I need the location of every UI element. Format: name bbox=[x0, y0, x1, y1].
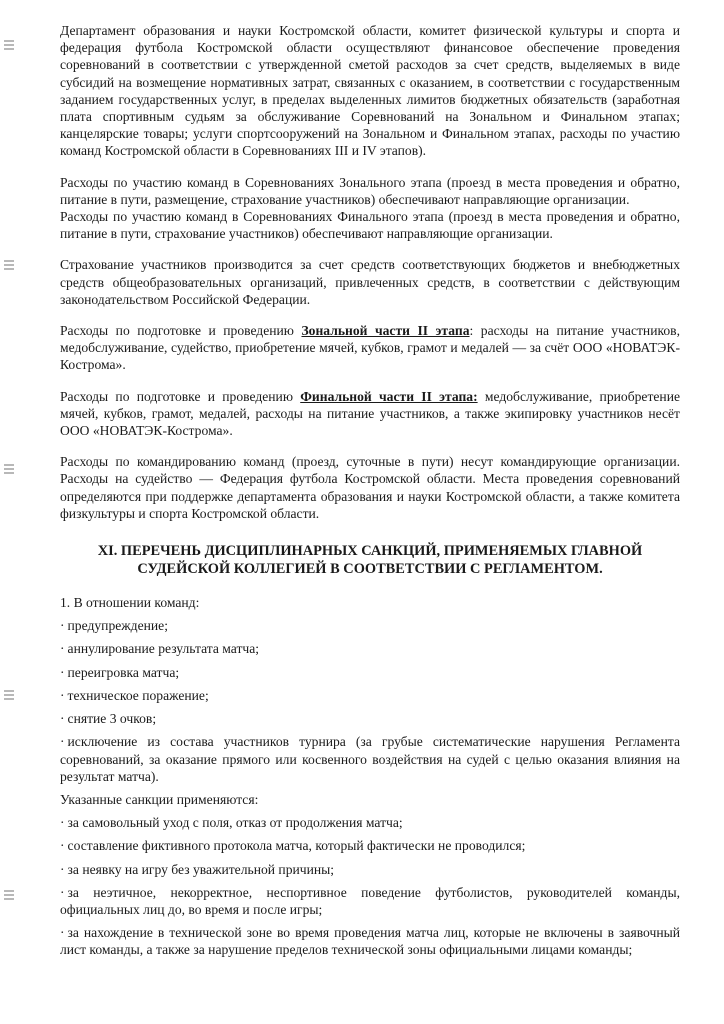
scan-mark bbox=[4, 462, 14, 484]
list-item-text: составление фиктивного протокола матча, который фактически не проводился; bbox=[67, 838, 526, 854]
list-item-text: за неэтичное, некорректное, неспортивное поведение футболистов, руководителей команды, официальных лиц до, во время и после игры; bbox=[60, 884, 680, 917]
list-item-text: переигровка матча; bbox=[67, 664, 180, 680]
bullet: · bbox=[60, 711, 65, 727]
bullet: · bbox=[60, 861, 65, 877]
zonal-part-paragraph bbox=[60, 322, 680, 374]
list-item-text: предупреждение; bbox=[67, 618, 168, 634]
bullet: · bbox=[60, 925, 65, 941]
bullet: · bbox=[60, 664, 65, 680]
scan-mark bbox=[4, 688, 14, 710]
zonal-part-prefix: Расходы по подготовке и проведению bbox=[60, 323, 302, 339]
list-item bbox=[60, 617, 680, 634]
sanctions-list bbox=[60, 617, 680, 785]
list-item-text: техническое поражение; bbox=[67, 687, 209, 703]
zonal-part-bold: Зональной части II этапа bbox=[301, 323, 470, 339]
list-item bbox=[60, 837, 680, 854]
section-heading-line1: XI. ПЕРЕЧЕНЬ ДИСЦИПЛИНАРНЫХ САНКЦИЙ, ПРИМЕНЯЕМЫХ ГЛАВНОЙ bbox=[97, 543, 643, 560]
bullet: · bbox=[60, 618, 65, 634]
list-item bbox=[60, 710, 680, 727]
bullet: · bbox=[60, 884, 65, 900]
final-part-paragraph bbox=[60, 388, 680, 440]
list-item-text: аннулирование результата матча; bbox=[67, 641, 260, 657]
zonal-stage-paragraph: Расходы по участию команд в Соревнованиях Зонального этапа (проезд в места проведения и обратно, питание в пути, размещение, страхование участников) обеспечивают направляющие организации. bbox=[60, 174, 680, 207]
list-item-text: исключение из состава участников турнира (за грубые систематические нарушения Регламента соревнований, за оказание прямого или косвенного воздействия на судей с целью оказания влияния на результат матча). bbox=[60, 734, 680, 784]
bullet: · bbox=[60, 815, 65, 831]
list-item bbox=[60, 814, 680, 831]
bullet: · bbox=[60, 838, 65, 854]
list-item-text: снятие 3 очков; bbox=[67, 711, 157, 727]
list-item-text: за самовольный уход с поля, отказ от продолжения матча; bbox=[67, 815, 403, 831]
list-item bbox=[60, 861, 680, 878]
bullet: · bbox=[60, 641, 65, 657]
scan-mark bbox=[4, 888, 14, 910]
list-item bbox=[60, 664, 680, 681]
final-part-suffix: медобслуживание, приобретение мячей, кубков, грамот, медалей, расходы на питание участников, а также экипировку участников несёт ООО «НОВАТЭК-Кострома». bbox=[60, 388, 681, 439]
document-page bbox=[60, 22, 680, 965]
scan-mark bbox=[4, 258, 14, 280]
teams-intro: 1. В отношении команд: bbox=[60, 595, 200, 611]
list-item bbox=[60, 733, 680, 785]
final-part-prefix: Расходы по подготовке и проведению bbox=[60, 388, 301, 404]
applied-intro: Указанные санкции применяются: bbox=[60, 791, 259, 807]
scan-mark bbox=[4, 38, 14, 60]
list-item bbox=[60, 884, 680, 918]
section-heading-line2: СУДЕЙСКОЙ КОЛЛЕГИЕЙ В СООТВЕТСТВИИ С РЕГЛАМЕНТОМ. bbox=[137, 561, 603, 578]
zonal-part-suffix: : расходы на питание участников, медобслуживание, судейство, приобретение мячей, кубков, грамот и медалей — за счёт ООО «НОВАТЭК-Кострома». bbox=[60, 323, 681, 373]
list-item bbox=[60, 924, 680, 958]
bullet: · bbox=[60, 687, 65, 703]
travel-paragraph: Расходы по командированию команд (проезд, суточные в пути) несут командирующие организации. Расходы на судейство — Федерация футбола Костромской области. Места проведения соревнований определяются при поддержке департамента образования и науки Костромской области, а также комитета физкультуры и спорта Костромской области. bbox=[60, 454, 680, 521]
final-stage-paragraph: Расходы по участию команд в Соревнованиях Финального этапа (проезд в места проведения и обратно, питание в пути, страхование участников) обеспечивают направляющие организации. bbox=[60, 209, 680, 242]
list-item-text: за нахождение в технической зоне во время проведения матча лиц, которые не включены в заявочный лист команды, а также за нарушение пределов технической зоны официальными лицами команды; bbox=[60, 925, 680, 958]
intro-paragraph: Департамент образования и науки Костромской области, комитет физической культуры и спорта и федерация футбола Костромской области осуществляют финансовое обеспечение проведения соревнований в соответствии с утвержденной сметой расходов за счет средств, выделяемых в виде субсидий на возмещение нормативных затрат, связанных с оказанием, в соответствии с государственным заданием государственных услуг, в пределах выделенных лимитов бюджетных обязательств (заработная плата спортивным судьям за обслуживание Соревнований на Зональном и Финальном этапах; канцелярские товары; услуги спортсооружений на Зональном и Финальном этапах, расходы по участию команд Костромской области в Соревнованиях III и IV этапов). bbox=[60, 23, 680, 159]
applied-cases-list bbox=[60, 814, 680, 958]
bullet: · bbox=[60, 734, 65, 750]
final-part-bold: Финальной части II этапа: bbox=[300, 388, 478, 404]
list-item-text: за неявку на игру без уважительной причины; bbox=[67, 861, 335, 877]
insurance-paragraph: Страхование участников производится за счет средств соответствующих бюджетов и внебюджетных средств общеобразовательных организаций, привлеченных средств, в соответствии с действующим законодательством Российской Федерации. bbox=[60, 257, 680, 307]
list-item bbox=[60, 640, 680, 657]
list-item bbox=[60, 687, 680, 704]
section-heading bbox=[60, 542, 680, 578]
